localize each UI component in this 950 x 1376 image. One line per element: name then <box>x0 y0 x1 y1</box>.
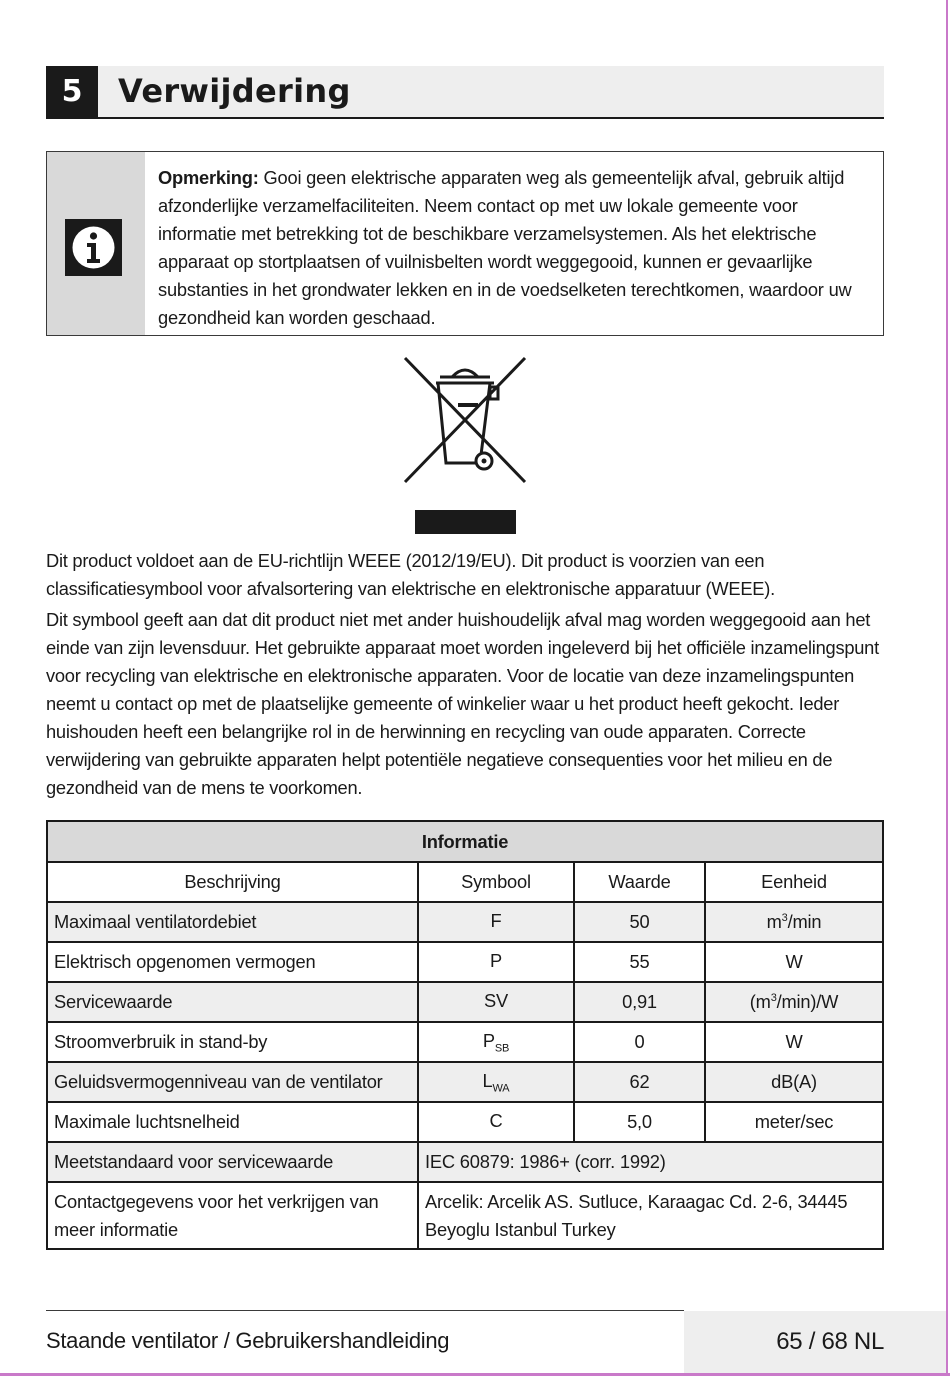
row-unit: W <box>705 1022 883 1062</box>
table-title-row <box>47 821 883 862</box>
table-row <box>47 902 883 942</box>
column-header-unit: Eenheid <box>705 862 883 902</box>
table-row-contact <box>47 1182 883 1249</box>
note-sidebar <box>47 152 145 335</box>
row-value: 50 <box>574 902 705 942</box>
row-symbol: P <box>418 942 574 982</box>
row-unit: $m^3/\min$ <box>705 902 883 942</box>
information-table <box>46 820 884 1250</box>
row-value: 0 <box>574 1022 705 1062</box>
row-description: Stroomverbruik in stand-by <box>47 1022 418 1062</box>
standard-description: Meetstandaard voor servicewaarde <box>47 1142 418 1182</box>
row-value: 5,0 <box>574 1102 705 1142</box>
row-unit: dB(A) <box>705 1062 883 1102</box>
table-row <box>47 1022 883 1062</box>
row-symbol: F <box>418 902 574 942</box>
row-unit: meter/sec <box>705 1102 883 1142</box>
weee-disposal-text: Dit symbool geeft aan dat dit product niet met ander huishoudelijk afval mag worden weggegooid aan het einde van zijn levensduur. Het gebruikte apparaat moet worden ingeleverd bij het officiële inzamelingspunt voor recycling van elektrische en elektronische apparaten. Voor de locatie van deze inzamelingspunten neemt u contact op met de plaatselijke gemeente of winkelier waar u het product heeft gekocht. Ieder huishouden heeft een belangrijke rol in de herwinning en recycling van oude apparaten. Correcte verwijdering van gebruikte apparaten helpt potentiële negatieve consequenties voor het milieu en de gezondheid van de mens te voorkomen. <box>46 609 879 798</box>
note-text <box>158 164 872 332</box>
footer-title: Staande ventilator / Gebruikershandleiding <box>46 1328 450 1353</box>
note-label: Opmerking: <box>158 167 259 188</box>
row-value: 62 <box>574 1062 705 1102</box>
row-symbol: C <box>418 1102 574 1142</box>
footer-page-box <box>684 1311 946 1373</box>
note-body: Gooi geen elektrische apparaten weg als gemeentelijk afval, gebruik altijd afzonderlijke verzamelfaciliteiten. Neem contact op met uw lokale gemeente voor informatie met betrekking tot de beschikbare verzamelsystemen. Als het elektrische apparaat op stortplaatsen of vuilnisbelten wordt weggegooid, kunnen er gevaarlijke substanties in het grondwater lekken en in de voedselketen terechtkomen, waardoor uw gezondheid kan worden geschaad. <box>158 167 852 328</box>
row-unit: W <box>705 942 883 982</box>
column-header-description: Beschrijving <box>47 862 418 902</box>
row-value: 0,91 <box>574 982 705 1022</box>
row-symbol: SV <box>418 982 574 1022</box>
standard-value: IEC 60879: 1986+ (corr. 1992) <box>418 1142 883 1182</box>
weee-compliance-text: Dit product voldoet aan de EU-richtlijn WEEE (2012/19/EU). Dit product is voorzien van een classificatiesymbool voor afvalsortering van elektrische en elektronische apparatuur (WEEE). <box>46 550 775 599</box>
contact-description: Contactgegevens voor het verkrijgen van meer informatie <box>47 1182 418 1249</box>
section-number: 5 <box>46 66 98 117</box>
page-number: 65 / 68 NL <box>776 1328 884 1355</box>
table-row-standard <box>47 1142 883 1182</box>
table-row <box>47 1062 883 1102</box>
row-description: Geluidsvermogenniveau van de ventilator <box>47 1062 418 1102</box>
page-edge-rule <box>946 0 948 1376</box>
section-header <box>46 66 884 119</box>
row-description: Elektrisch opgenomen vermogen <box>47 942 418 982</box>
column-header-value: Waarde <box>574 862 705 902</box>
table-row <box>47 942 883 982</box>
table-title: Informatie <box>47 821 883 862</box>
row-description: Maximale luchtsnelheid <box>47 1102 418 1142</box>
table-row <box>47 1102 883 1142</box>
row-symbol: $L_{WA}$ <box>418 1062 574 1102</box>
row-unit: $(m^3/\min)/W$ <box>705 982 883 1022</box>
table-header-row <box>47 862 883 902</box>
row-description: Maximaal ventilatordebiet <box>47 902 418 942</box>
column-header-symbol: Symbool <box>418 862 574 902</box>
table-row <box>47 982 883 1022</box>
contact-value: Arcelik: Arcelik AS. Sutluce, Karaagac Cd. 2-6, 34445 Beyoglu Istanbul Turkey <box>418 1182 883 1249</box>
row-value: 55 <box>574 942 705 982</box>
row-description: Servicewaarde <box>47 982 418 1022</box>
section-title: Verwijdering <box>118 72 351 110</box>
crossed-out-wheelie-bin-icon <box>400 355 530 535</box>
note-box <box>46 151 884 336</box>
info-icon <box>65 219 122 276</box>
row-symbol: $P_{SB}$ <box>418 1022 574 1062</box>
footer-rule <box>46 1310 684 1311</box>
